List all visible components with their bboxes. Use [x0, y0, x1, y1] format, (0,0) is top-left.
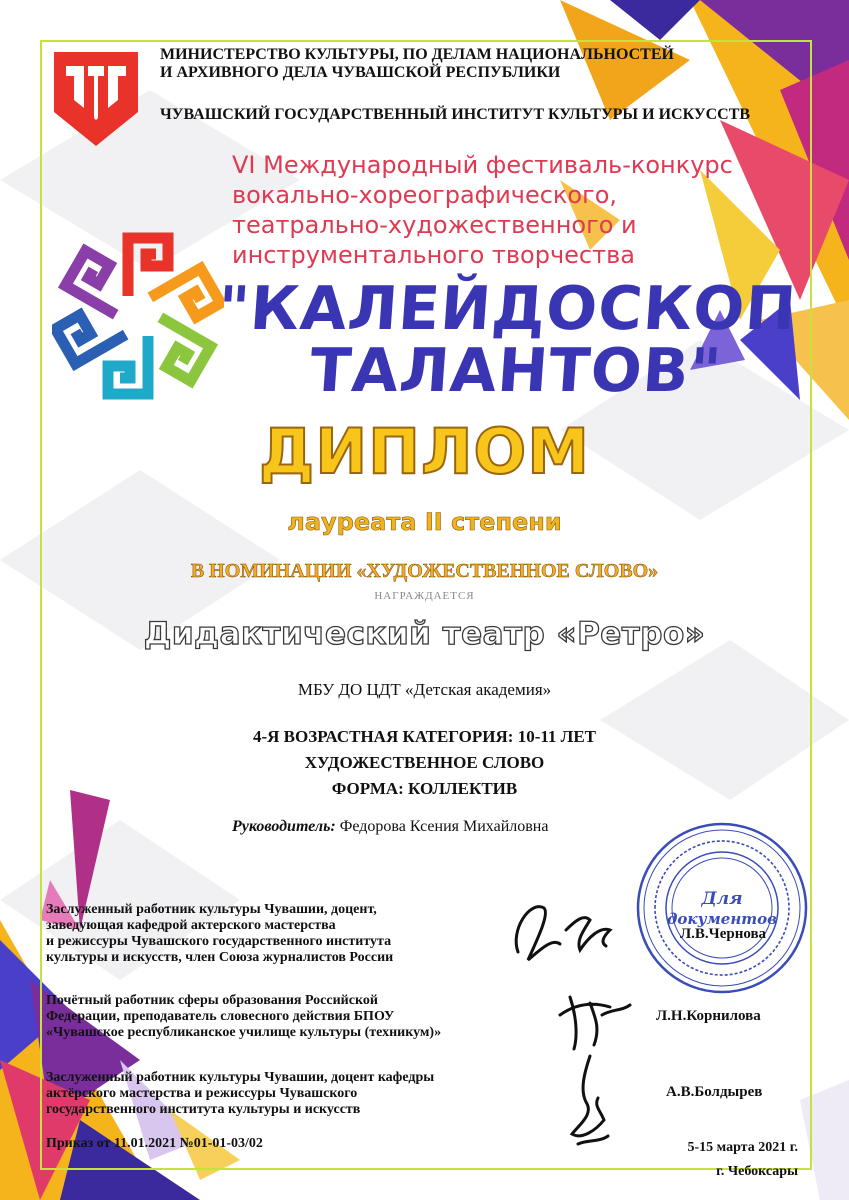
signatory-1-name: Л.В.Чернова — [680, 926, 767, 942]
signatory-1-title-line-4: культуры и искусств, член Союза журналистов России — [46, 950, 394, 965]
recipient-name: Дидактический театр «Ретро» — [143, 616, 706, 652]
signatory-2-title-line-2: Федерации, преподаватель словесного действия БПОУ — [46, 1009, 395, 1024]
signatory-3-title — [46, 1070, 546, 1118]
diploma-title: ДИПЛОМ — [259, 415, 590, 488]
signatory-1-title-line-1: Заслуженный работник культуры Чувашии, доцент, — [46, 902, 377, 917]
category-form: ФОРМА: КОЛЛЕКТИВ — [331, 779, 518, 798]
signatory-3-title-line-3: государственного института культуры и искусств — [46, 1102, 361, 1117]
festival-line-1: VI Международный фестиваль-конкурс — [232, 151, 733, 179]
signatory-3-name: А.В.Болдырев — [666, 1084, 763, 1100]
event-date-place — [620, 1136, 798, 1184]
signatory-2-title — [46, 993, 546, 1041]
brand-line-2: ТАЛАНТОВ" — [307, 336, 725, 406]
signature-3 — [560, 1050, 620, 1150]
age-category: 4-Я ВОЗРАСТНАЯ КАТЕГОРИЯ: 10-11 ЛЕТ — [252, 727, 597, 746]
ministry-name — [160, 46, 720, 82]
stamp-text-line-1: Для — [701, 889, 743, 909]
festival-brand — [215, 274, 818, 406]
festival-description — [232, 150, 792, 270]
ministry-line-2: И АРХИВНОГО ДЕЛА ЧУВАШСКОЙ РЕСПУБЛИКИ — [160, 64, 561, 81]
institute-name: ЧУВАШСКИЙ ГОСУДАРСТВЕННЫЙ ИНСТИТУТ КУЛЬТУРЫ И ИСКУССТВ — [160, 106, 751, 123]
stamp-text-line-2: документов — [666, 910, 778, 928]
signatory-3-title-line-1: Заслуженный работник культуры Чувашии, доцент кафедры — [46, 1070, 435, 1085]
category-block — [0, 724, 849, 802]
event-dates: 5-15 марта 2021 г. — [687, 1140, 798, 1155]
laureate-degree: лауреата II степени — [287, 508, 562, 536]
organization: МБУ ДО ЦДТ «Детская академия» — [297, 680, 552, 699]
signatory-2-title-line-1: Почётный работник сферы образования Российской — [46, 993, 378, 1008]
brand-line-1: "КАЛЕЙДОСКОП — [215, 274, 799, 344]
awarded-label: НАГРАЖДАЕТСЯ — [374, 590, 475, 602]
signatory-2-name: Л.Н.Корнилова — [656, 1008, 761, 1024]
ministry-line-1: МИНИСТЕРСТВО КУЛЬТУРЫ, ПО ДЕЛАМ НАЦИОНАЛЬНОСТЕЙ — [160, 46, 674, 63]
signatory-1-title-line-2: заведующая кафедрой актерского мастерства — [46, 918, 336, 933]
festival-line-4: инструментального творчества — [232, 241, 635, 269]
festival-line-2: вокально-хореографического, — [232, 181, 618, 209]
festival-line-3: театрально-художественного и — [232, 211, 637, 239]
official-stamp — [634, 820, 810, 996]
category-genre: ХУДОЖЕСТВЕННОЕ СЛОВО — [304, 753, 545, 772]
nomination: В НОМИНАЦИИ «ХУДОЖЕСТВЕННОЕ СЛОВО» — [190, 560, 659, 582]
leader-name: Федорова Ксения Михайловна — [339, 818, 549, 835]
signature-2 — [550, 985, 640, 1055]
order-reference: Приказ от 11.01.2021 №01-01-03/02 — [46, 1136, 263, 1151]
signatory-3-title-line-2: актёрского мастерства и режиссуры Чувашского — [46, 1086, 358, 1101]
signatory-1-title-line-3: и режиссуры Чувашского государственного института — [46, 934, 392, 949]
signatory-1-title — [46, 902, 546, 966]
signature-1 — [500, 890, 630, 970]
kaleidoscope-logo-icon — [52, 230, 224, 402]
event-city: г. Чебоксары — [716, 1164, 798, 1179]
institute-logo-icon — [50, 48, 142, 150]
signatory-2-title-line-3: «Чувашское республиканское училище культуры (техникум)» — [46, 1025, 442, 1040]
leader-label: Руководитель: — [232, 818, 336, 835]
